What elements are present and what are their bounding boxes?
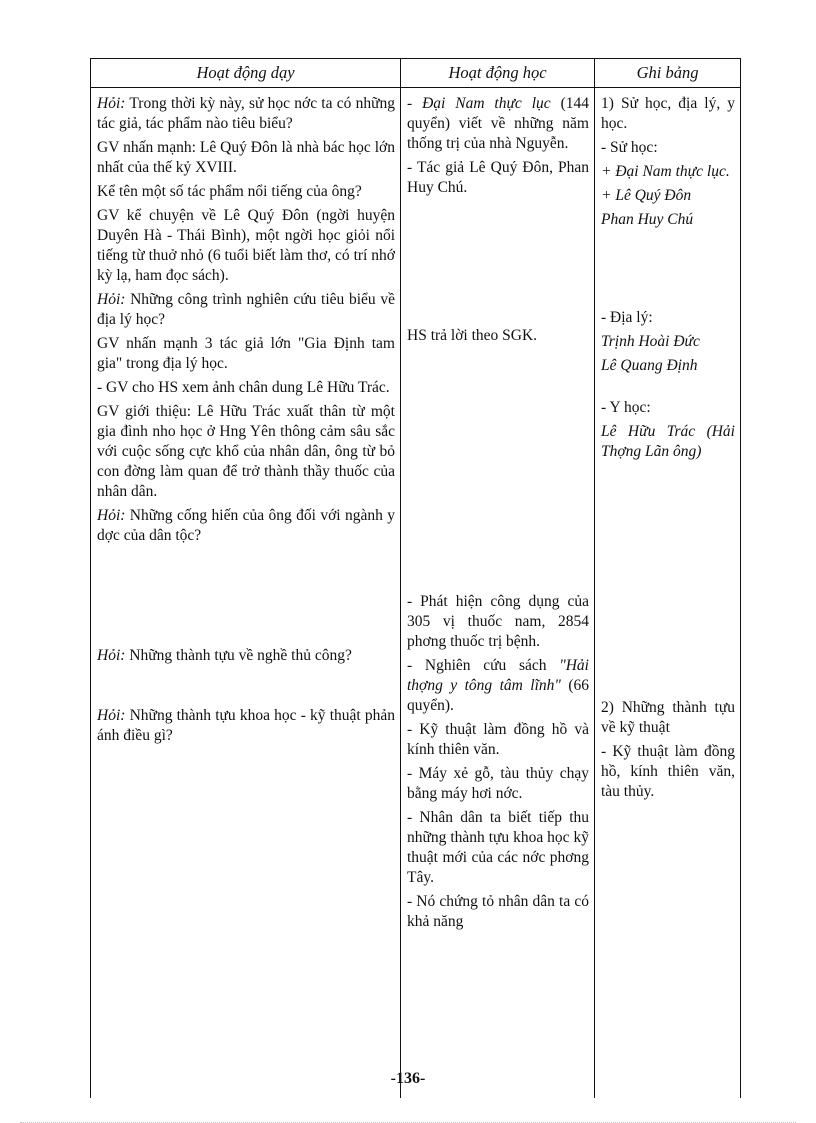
teacher-item: GV giới thiệu: Lê Hữu Trác xuất thân từ một gia đình nho học ở Hng Yên thông cảm sâu sắc với cuộc sống cực khổ của nhân dân, ông từ bỏ con đờng làm quan để trở thành thầy thuốc của nhân dân. <box>97 403 395 500</box>
board-item: - Sử học: <box>601 139 658 156</box>
board-item: + Lê Quý Đôn <box>601 187 692 204</box>
board-item: 1) Sử học, địa lý, y học. <box>601 95 735 132</box>
table-header-row <box>91 59 741 88</box>
teacher-item: GV nhấn mạnh 3 tác giả lớn "Gia Định tam gia" trong địa lý học. <box>97 335 395 372</box>
teacher-item: Hỏi: Trong thời kỳ này, sử học nớc ta có những tác giả, tác phẩm nào tiêu biểu? <box>97 95 395 132</box>
table-body-row <box>91 88 741 1098</box>
teacher-item: Hỏi: Những cống hiến của ông đối với ngành y dợc của dân tộc? <box>97 507 395 544</box>
board-item: - Y học: <box>601 399 651 416</box>
board-column <box>595 88 741 1098</box>
student-item: - Máy xẻ gỗ, tàu thủy chạy bằng máy hơi nớc. <box>407 765 589 802</box>
teacher-item: GV kể chuyện về Lê Quý Đôn (ngời huyện Duyên Hà - Thái Bình), một ngời học giỏi nổi tiếng từ thuở nhỏ (6 tuổi biết làm thơ, có trí nhớ kỳ lạ, ham đọc sách). <box>97 207 395 284</box>
student-item: - Tác giả Lê Quý Đôn, Phan Huy Chú. <box>407 159 589 196</box>
board-item: 2) Những thành tựu về kỹ thuật <box>601 699 735 736</box>
teacher-item: GV nhấn mạnh: Lê Quý Đôn là nhà bác học lớn nhất của thế kỷ XVIII. <box>97 139 395 176</box>
student-column <box>401 88 595 1098</box>
student-item: - Đại Nam thực lục (144 quyển) viết về những năm thống trị của nhà Nguyễn. <box>407 95 589 152</box>
teacher-item: Hỏi: Những công trình nghiên cứu tiêu biểu về địa lý học? <box>97 291 395 328</box>
student-item: HS trả lời theo SGK. <box>407 327 538 344</box>
board-item: Phan Huy Chú <box>601 211 694 228</box>
student-item: - Nghiên cứu sách "Hải thợng y tông tâm lĩnh" (66 quyển). <box>407 657 589 714</box>
student-item: - Nhân dân ta biết tiếp thu những thành tựu khoa học kỹ thuật mới của các nớc phơng Tây. <box>407 809 589 886</box>
board-item: Lê Hữu Trác (Hải Thợng Lãn ông) <box>601 423 735 460</box>
teacher-item: - GV cho HS xem ảnh chân dung Lê Hữu Trác. <box>97 379 390 396</box>
lesson-table <box>90 58 741 1098</box>
teacher-item: Hỏi: Những thành tựu về nghề thủ công? <box>97 647 352 664</box>
header-board: Ghi bảng <box>595 59 741 88</box>
teacher-column <box>91 88 401 1098</box>
board-item: + Đại Nam thực lục. <box>601 163 730 180</box>
header-learning: Hoạt động học <box>401 59 595 88</box>
board-item: - Kỹ thuật làm đồng hồ, kính thiên văn, tàu thủy. <box>601 743 735 800</box>
student-item: - Phát hiện công dụng của 305 vị thuốc nam, 2854 phơng thuốc trị bệnh. <box>407 593 589 650</box>
header-teaching: Hoạt động dạy <box>91 59 401 88</box>
student-item: - Kỹ thuật làm đồng hồ và kính thiên văn. <box>407 721 589 758</box>
page-number: -136- <box>390 1070 426 1087</box>
board-item: - Địa lý: <box>601 309 653 326</box>
board-item: Lê Quang Định <box>601 357 698 374</box>
student-item: - Nó chứng tỏ nhân dân ta có khả năng <box>407 893 589 930</box>
teacher-item: Hỏi: Những thành tựu khoa học - kỹ thuật phản ánh điều gì? <box>97 707 395 744</box>
board-item: Trịnh Hoài Đức <box>601 333 700 350</box>
teacher-item: Kể tên một số tác phẩm nổi tiếng của ông? <box>97 183 362 200</box>
